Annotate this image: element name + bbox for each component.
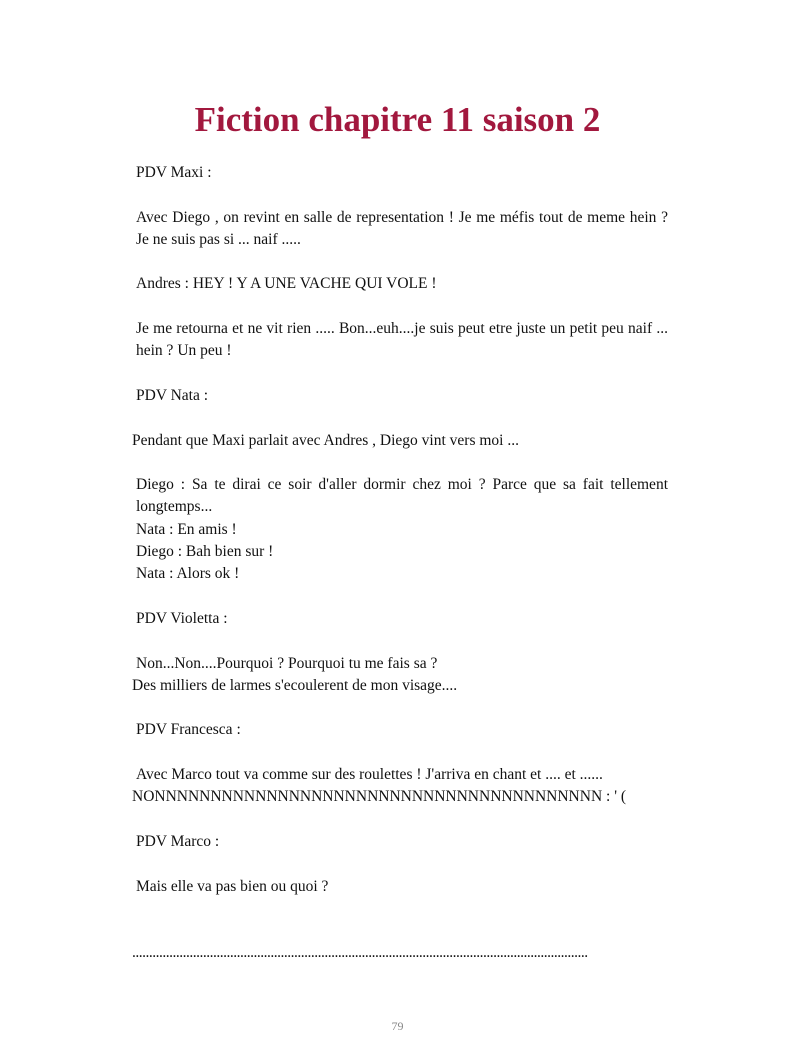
dialogue-line: Nata : En amis ! — [136, 520, 237, 538]
dotted-separator: ....................................................................................................................................... — [132, 944, 588, 962]
pov-heading-maxi: PDV Maxi : — [136, 164, 212, 181]
paragraph: Avec Marco tout va comme sur des roulettes ! J'arriva en chant et .... et ...... — [136, 766, 603, 784]
paragraph: Pendant que Maxi parlait avec Andres , Diego vint vers moi ... — [132, 431, 519, 449]
dialogue-line: Andres : HEY ! Y A UNE VACHE QUI VOLE ! — [136, 275, 437, 293]
dialogue-line: Diego : Sa te dirai ce soir d'aller dormir chez moi ? Parce que sa fait tellement longtemps... — [136, 476, 668, 516]
story-body — [132, 162, 668, 965]
paragraph: Avec Diego , on revint en salle de representation ! Je me méfis tout de meme hein ? Je ne suis pas si ... naif ..... — [136, 208, 668, 248]
pov-heading-francesca: PDV Francesca : — [136, 721, 241, 739]
page-title: Fiction chapitre 11 saison 2 — [194, 100, 601, 139]
dialogue-line: Diego : Bah bien sur ! — [136, 543, 274, 561]
page-number: 79 — [391, 1019, 404, 1033]
paragraph: NONNNNNNNNNNNNNNNNNNNNNNNNNNNNNNNNNNNNNNNN : ' ( — [132, 788, 627, 806]
paragraph: Mais elle va pas bien ou quoi ? — [136, 877, 329, 895]
paragraph: Non...Non....Pourquoi ? Pourquoi tu me fais sa ? — [136, 654, 438, 672]
pov-heading-nata: PDV Nata : — [136, 386, 209, 404]
dialogue-line: Nata : Alors ok ! — [136, 565, 240, 583]
paragraph: Je me retourna et ne vit rien ..... Bon...euh....je suis peut etre juste un petit peu naif ... hein ? Un peu ! — [136, 320, 668, 360]
pov-heading-violetta: PDV Violetta : — [136, 609, 228, 627]
paragraph: Des milliers de larmes s'ecoulerent de mon visage.... — [132, 676, 458, 694]
pov-heading-marco: PDV Marco : — [136, 832, 220, 850]
